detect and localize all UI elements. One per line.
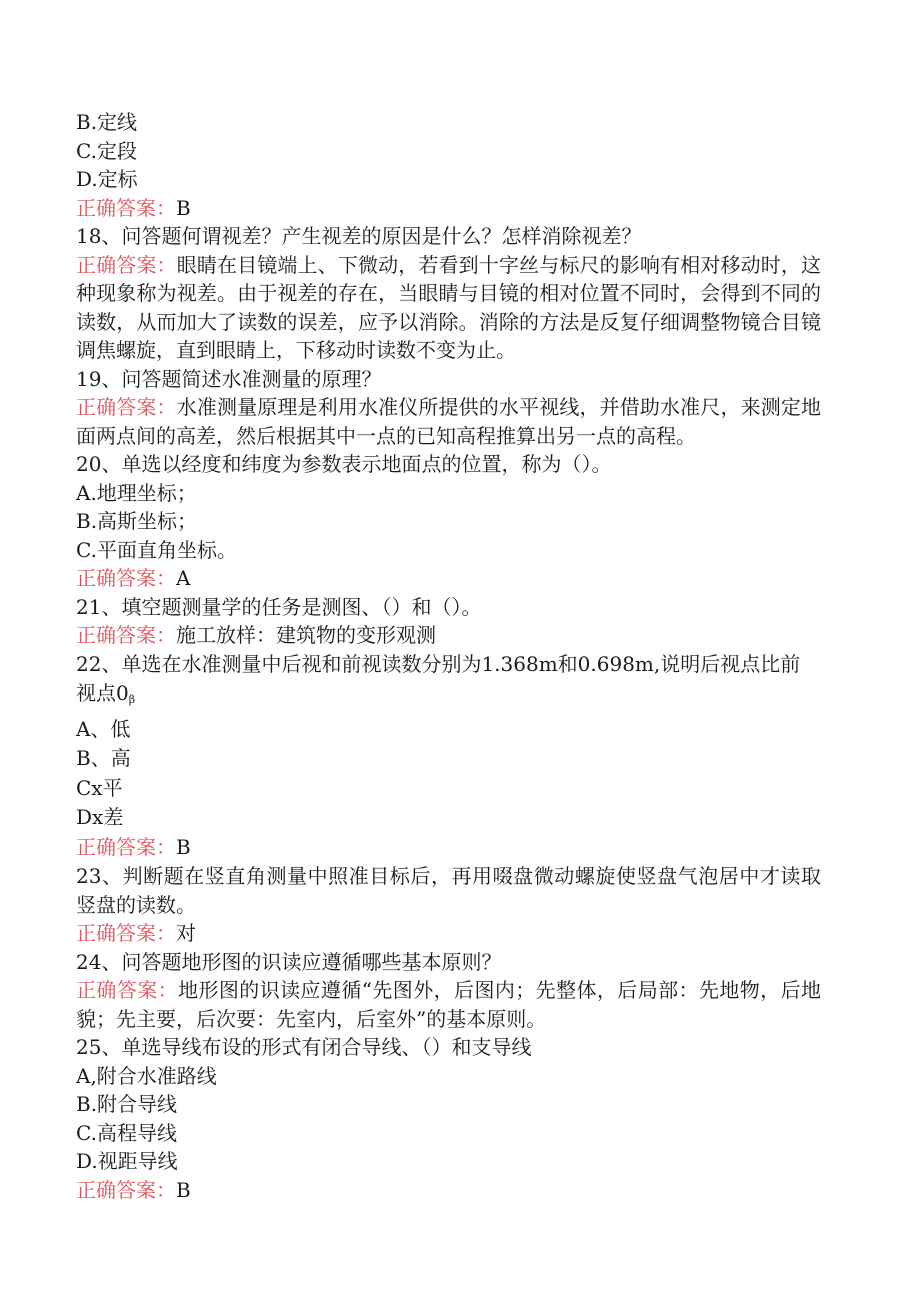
answer-line [76, 1176, 821, 1205]
question-21: 21、填空题测量学的任务是测图、（）和（）。 [76, 594, 482, 619]
answer-paragraph-19 [76, 393, 821, 450]
option-b: B.高斯坐标； [76, 509, 198, 533]
question-22-text: 视点0 [76, 681, 129, 705]
option-b: B.附合导线 [76, 1092, 178, 1116]
option-a: A.地理坐标； [76, 480, 197, 505]
option-a: A,附合水准路线 [76, 1063, 217, 1088]
answer-value: 水准测量原理是利用水准仪所提供的水平视线，并借助水准尺，来测定地面两点间的高差，然后根据其中一点的已知高程推算出另一点的高程。 [76, 395, 822, 448]
answer-paragraph-24 [76, 976, 821, 1033]
answer-line [76, 564, 821, 593]
option-b: B、高 [76, 746, 131, 770]
answer-label: 正确答案： [76, 921, 176, 945]
option-b: B.定线 [76, 110, 138, 134]
answer-line [76, 833, 821, 863]
question-25: 25、单选导线布设的形式有闭合导线、（）和支导线 [76, 1035, 532, 1059]
answer-value: 施工放样：建筑物的变形观测 [176, 623, 436, 647]
answer-line [76, 621, 821, 650]
answer-line [76, 194, 821, 223]
answer-paragraph-18 [76, 251, 821, 365]
answer-label: 正确答案： [76, 623, 176, 647]
question-22-subscript: β [128, 693, 136, 706]
answer-label: 正确答案： [76, 195, 176, 220]
option-d: D.定标 [76, 167, 138, 191]
question-20: 20、单选以经度和纬度为参数表示地面点的位置，称为（）。 [76, 452, 612, 476]
answer-value: B [176, 834, 191, 859]
question-22-line2 [76, 679, 821, 715]
answer-value: 眼睛在目镜端上、下微动，若看到十字丝与标尺的影响有相对移动时，这种现象称为视差。由于视差的存在，当眼睛与目镜的相对位置不同时，会得到不同的读数，从而加大了读数的误差，应予以消除。消除的方法是反复仔细调整物镜合目镜调焦螺旋，直到眼睛上，下移动时读数不变为止。 [76, 252, 822, 362]
option-c: C.平面直角坐标。 [76, 537, 237, 562]
question-19: 19、问答题简述水准测量的原理？ [76, 366, 382, 391]
answer-value: 地形图的识读应遵循“先图外，后图内；先整体，后局部：先地物，后地貌；先主要，后次要：先室内，后室外”的基本原则。 [76, 978, 822, 1031]
answer-label: 正确答案： [76, 566, 176, 590]
answer-label: 正确答案： [76, 252, 177, 277]
answer-line [76, 919, 821, 948]
answer-label: 正确答案： [76, 978, 179, 1002]
answer-value: B [176, 195, 191, 220]
option-d: Dx差 [76, 805, 124, 829]
option-c: C.高程导线 [76, 1120, 177, 1145]
answer-label: 正确答案： [76, 395, 177, 419]
question-24: 24、问答题地形图的识读应遵循哪些基本原则？ [76, 949, 502, 974]
document-page [76, 108, 821, 1204]
option-d: D.视距导线 [76, 1149, 178, 1173]
option-c: C.定段 [76, 138, 137, 163]
question-18: 18、问答题何谓视差？产生视差的原因是什么？怎样消除视差？ [76, 224, 642, 248]
answer-value: A [176, 566, 191, 590]
question-23: 23、判断题在竖直角测量中照准目标后，再用啜盘微动螺旋使竖盘气泡居中才读取竖盘的读数。 [76, 864, 821, 917]
answer-value: B [176, 1177, 191, 1202]
answer-label: 正确答案： [76, 834, 176, 859]
question-22-line1: 22、单选在水准测量中后视和前视读数分别为1.368m和0.698m,说明后视点比前 [76, 651, 801, 676]
answer-value: 对 [176, 921, 196, 945]
answer-label: 正确答案： [76, 1177, 176, 1202]
option-a: A、低 [76, 716, 131, 741]
option-c: Cx平 [76, 775, 123, 800]
